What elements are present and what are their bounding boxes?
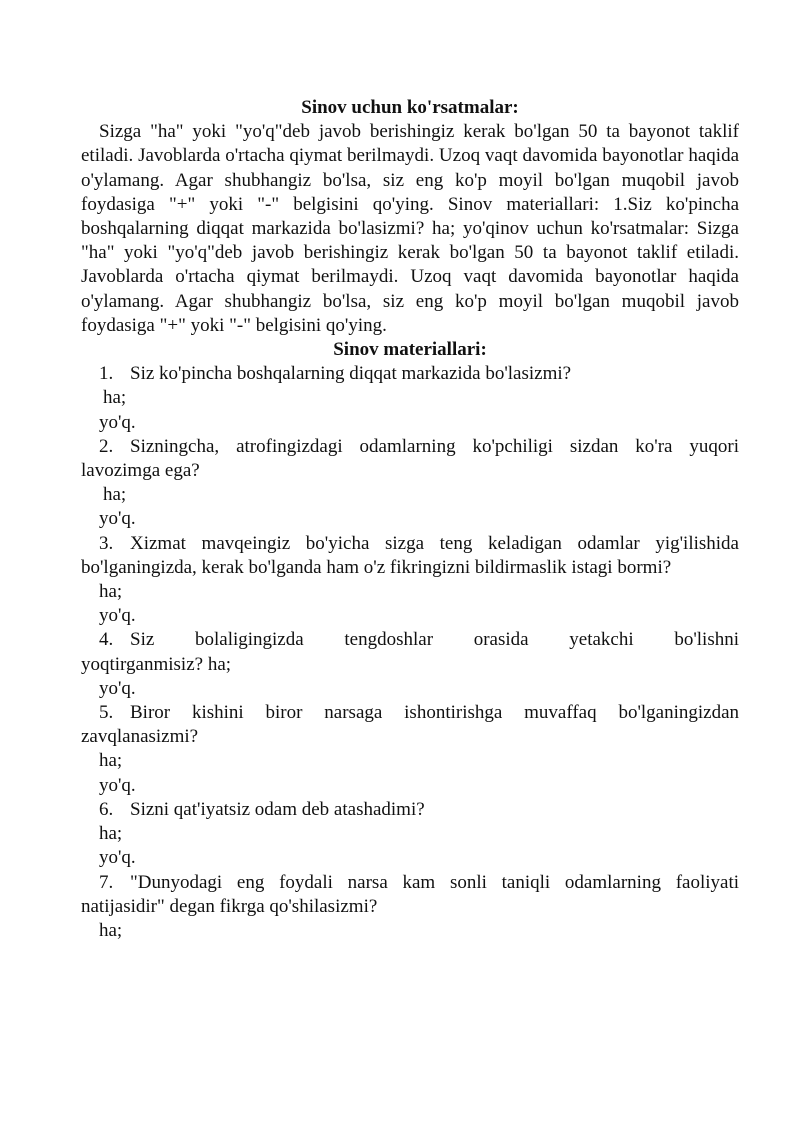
question-5 — [81, 701, 739, 749]
answer-yes: ha; — [99, 750, 123, 772]
question-text: Sizni qat'iyatsiz odam deb atashadimi? — [130, 798, 425, 820]
question-3 — [81, 532, 739, 580]
question-text: Sizningcha, atrofingizdagi odamlarning ko'pchiligi sizdan ko'ra yuqori lavozimga ega? — [81, 435, 739, 482]
question-text: Siz ko'pincha boshqalarning diqqat markazida bo'lasizmi? — [130, 363, 572, 385]
question-6 — [81, 798, 739, 822]
answer-no: yo'q. — [99, 847, 136, 869]
answer-yes: ha; — [103, 387, 127, 409]
question-4 — [81, 628, 739, 652]
question-text: Xizmat mavqeingiz bo'yicha sizga teng keladigan odamlar yig'ilishida bo'lganingizda, kerak bo'lganda ham o'z fikringizni bildirmaslik istagi bormi? — [81, 532, 739, 578]
question-text: Siz bolaligingizda tengdoshlar orasida yetakchi bo'lishni — [130, 629, 739, 651]
question-number: 5. — [99, 702, 114, 724]
answer-no: yo'q. — [99, 605, 136, 627]
answer-no: yo'q. — [99, 411, 136, 433]
question-number: 1. — [99, 363, 114, 385]
answer-yes: ha; — [99, 581, 123, 603]
document-page — [81, 96, 739, 943]
question-number: 7. — [99, 871, 114, 893]
answer-no: yo'q. — [99, 677, 136, 699]
question-2 — [81, 435, 739, 483]
question-1 — [81, 362, 739, 386]
answer-no: yo'q. — [99, 774, 136, 796]
question-4-continuation: yoqtirganmisiz? ha; — [81, 653, 232, 675]
question-number: 4. — [99, 629, 114, 651]
answer-yes: ha; — [103, 484, 127, 506]
question-text: "Dunyodagi eng foydali narsa kam sonli taniqli odamlarning faoliyati natijasidir" degan fikrga qo'shilasizmi? — [81, 871, 739, 917]
document-title: Sinov uchun ko'rsatmalar: — [301, 97, 519, 118]
question-number: 3. — [99, 532, 114, 554]
materials-heading: Sinov materiallari: — [333, 339, 487, 361]
question-number: 2. — [99, 435, 114, 457]
answer-yes: ha; — [99, 919, 123, 941]
answer-yes: ha; — [99, 823, 123, 845]
question-number: 6. — [99, 798, 114, 820]
question-7 — [81, 871, 739, 919]
question-text: Biror kishini biror narsaga ishontirishga muvaffaq bo'lganingizdan zavqlanasizmi? — [81, 702, 739, 748]
answer-no: yo'q. — [99, 508, 136, 530]
instructions-paragraph: Sizga "ha" yoki "yo'q"deb javob berishingiz kerak bo'lgan 50 ta bayonot taklif etiladi. Javoblarda o'rtacha qiymat berilmaydi. Uzoq vaqt davomida bayonotlar haqida o'ylamang. Agar shubhangiz bo'lsa, siz eng ko'p moyil bo'lgan muqobil javob foydasiga "+" yoki "-" belgisini qo'ying. Sinov materiallari: 1.Siz ko'pincha boshqalarning diqqat markazida bo'lasizmi? ha; yo'qinov uchun ko'rsatmalar: Sizga "ha" yoki "yo'q"deb javob berishingiz kerak bo'lgan 50 ta bayonot taklif etiladi. Javoblarda o'rtacha qiymat berilmaydi. Uzoq vaqt davomida bayonotlar haqida o'ylamang. Agar shubhangiz bo'lsa, siz eng ko'p moyil bo'lgan muqobil javob foydasiga "+" yoki "-" belgisini qo'ying. — [81, 121, 739, 336]
